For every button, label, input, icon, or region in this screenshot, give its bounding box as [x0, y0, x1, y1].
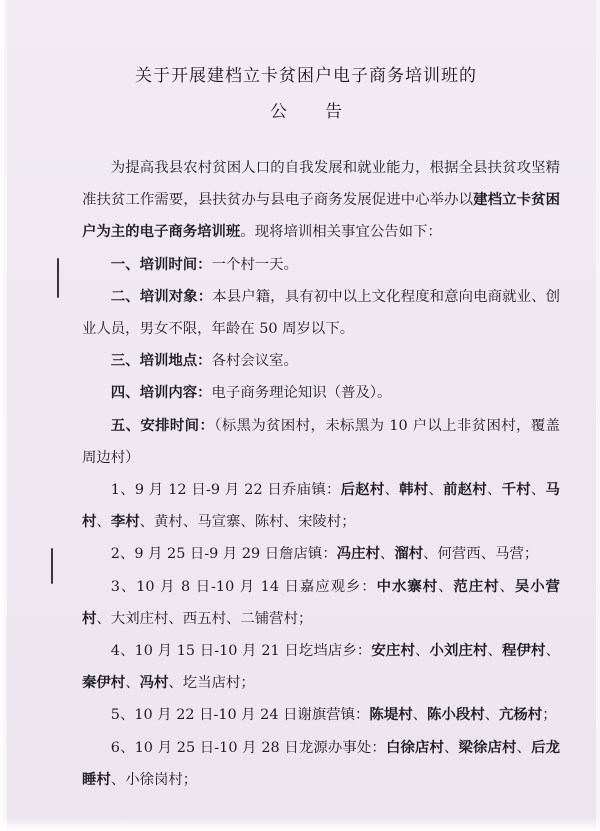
schedule-item [82, 732, 560, 796]
schedule-list [82, 474, 560, 796]
village-name: 陈堤村 [369, 706, 413, 724]
village-separator: 、 [225, 610, 241, 627]
village-name: 千村 [501, 481, 531, 499]
village-separator: 、 [484, 707, 499, 724]
margin-pen-mark [51, 548, 53, 584]
village-name: 小徐岗村 [125, 771, 183, 788]
item-value: 一个村一天。 [211, 256, 298, 273]
item-value: 电子商务理论知识（普及）。 [211, 385, 392, 402]
schedule-date-location: 1、9 月 12 日-9 月 22 日乔庙镇： [110, 482, 341, 499]
margin-pen-mark [57, 258, 59, 298]
village-separator: ； [182, 771, 198, 788]
village-separator: 、 [438, 578, 454, 595]
village-name: 安庄村 [371, 642, 415, 660]
item-label: 三、培训地点： [110, 352, 212, 370]
village-name: 秦伊村 [82, 674, 126, 692]
document-title: 关于开展建档立卡贫困户电子商务培训班的 [135, 66, 477, 86]
village-name: 陈小段村 [427, 706, 485, 724]
village-name: 梁徐店村 [458, 738, 517, 756]
village-separator: 、 [182, 514, 198, 531]
village-name: 黄村 [154, 514, 183, 531]
village-separator: 、 [96, 610, 111, 627]
intro-text-end: 。现将培训相关事宜公告如下： [240, 224, 442, 241]
item-training-audience [82, 281, 560, 345]
item-label: 一、培训时间： [110, 255, 212, 273]
village-separator: ； [341, 514, 356, 531]
item-training-content [82, 377, 560, 409]
village-separator: 、 [530, 482, 546, 499]
intro-paragraph [82, 152, 560, 249]
village-name: 马营 [495, 546, 524, 563]
village-separator: ； [240, 675, 255, 692]
paper-bottom-edge [0, 817, 600, 831]
schedule-date-location: 5、10 月 22 日-10 月 24 日谢旗营镇： [110, 707, 370, 724]
village-separator: 、 [486, 482, 502, 499]
village-name: 后赵村 [340, 481, 385, 499]
village-name: 小刘庄村 [429, 642, 488, 660]
village-separator: 、 [516, 739, 532, 756]
village-name: 马宣寨 [197, 514, 241, 531]
intro-highlight: 建档立卡贫困户为主的电子商务培训班 [82, 191, 560, 241]
paper-left-edge [0, 0, 7, 831]
item-label: 五、安排时间： [110, 416, 215, 434]
village-name: 冯庄村 [336, 545, 380, 563]
village-separator: 、 [379, 546, 395, 563]
village-separator: 、 [443, 739, 459, 756]
village-separator: 、 [414, 643, 430, 660]
village-separator: 、 [480, 546, 496, 563]
village-separator: 、 [125, 675, 140, 692]
village-separator: 、 [283, 514, 299, 531]
village-separator: ； [542, 707, 557, 724]
village-name: 圪当店村 [182, 675, 241, 692]
village-name: 西五村 [182, 610, 226, 627]
village-name: 何营西 [437, 546, 481, 563]
village-separator: 、 [168, 675, 183, 692]
schedule-item [82, 571, 560, 635]
village-name: 冯村 [139, 674, 169, 692]
item-value: 本县户籍，具有初中以上文化程度和意向电商就业、创业人员，男女不限，年龄在 50 周岁以下。 [82, 288, 560, 338]
village-name: 后龙睡村 [82, 738, 560, 788]
item-training-time [82, 249, 560, 281]
village-separator: 、 [168, 610, 183, 627]
village-name: 亢杨村 [499, 706, 543, 724]
schedule-item [82, 538, 560, 570]
village-name: 马村 [82, 481, 560, 531]
item-value: （标黑为贫困村，未标黑为 10 户以上非贫困村，覆盖周边村） [82, 417, 560, 466]
village-name: 吴小营村 [82, 577, 560, 627]
village-name: 二铺营村 [240, 610, 298, 627]
document-body [82, 152, 560, 796]
village-name: 溜村 [394, 545, 424, 563]
item-schedule [82, 410, 560, 474]
paper-right-edge [596, 0, 600, 831]
item-label: 二、培训对象： [110, 287, 213, 305]
schedule-date-location: 2、9 月 25 日-9 月 29 日詹店镇： [110, 546, 337, 563]
schedule-item [82, 699, 560, 731]
village-separator: 、 [139, 514, 155, 531]
village-separator: 、 [428, 482, 444, 499]
village-separator: 、 [423, 546, 438, 563]
village-separator: 、 [487, 643, 503, 660]
village-name: 中水寨村 [376, 577, 439, 595]
village-name: 李村 [110, 513, 140, 531]
item-value: 各村会议室。 [211, 353, 298, 370]
village-separator: 、 [412, 707, 428, 724]
schedule-date-location: 3、10 月 8 日-10 月 14 日嘉应观乡： [110, 578, 377, 595]
village-name: 白徐店村 [385, 738, 444, 756]
village-name: 宋陵村 [298, 514, 342, 531]
village-name: 程伊村 [502, 642, 546, 660]
village-separator: 、 [545, 643, 560, 660]
village-separator: 、 [384, 482, 400, 499]
village-name: 范庄村 [453, 577, 500, 595]
village-separator: ； [297, 610, 313, 627]
village-separator: 、 [96, 514, 111, 531]
village-separator: 、 [240, 514, 255, 531]
village-separator: 、 [499, 578, 515, 595]
village-name: 韩村 [399, 481, 429, 499]
village-separator: ； [523, 546, 539, 563]
village-name: 大刘庄村 [110, 610, 169, 627]
schedule-item [82, 635, 560, 699]
village-separator: 、 [110, 771, 126, 788]
item-training-location [82, 345, 560, 377]
item-label: 四、培训内容： [110, 384, 212, 402]
document-subtitle: 公告 [270, 102, 380, 122]
village-name: 前赵村 [443, 481, 487, 499]
schedule-item [82, 474, 560, 538]
schedule-date-location: 4、10 月 15 日-10 月 21 日圪垱店乡： [110, 643, 372, 660]
intro-text: 为提高我县农村贫困人口的自我发展和就业能力，根据全县扶贫攻坚精准扶贫工作需要，县扶贫办与县电子商务发展促进中心举办以 [82, 160, 560, 209]
village-name: 陈村 [254, 514, 284, 531]
schedule-date-location: 6、10 月 25 日-10 月 28 日龙源办事处： [110, 739, 386, 756]
